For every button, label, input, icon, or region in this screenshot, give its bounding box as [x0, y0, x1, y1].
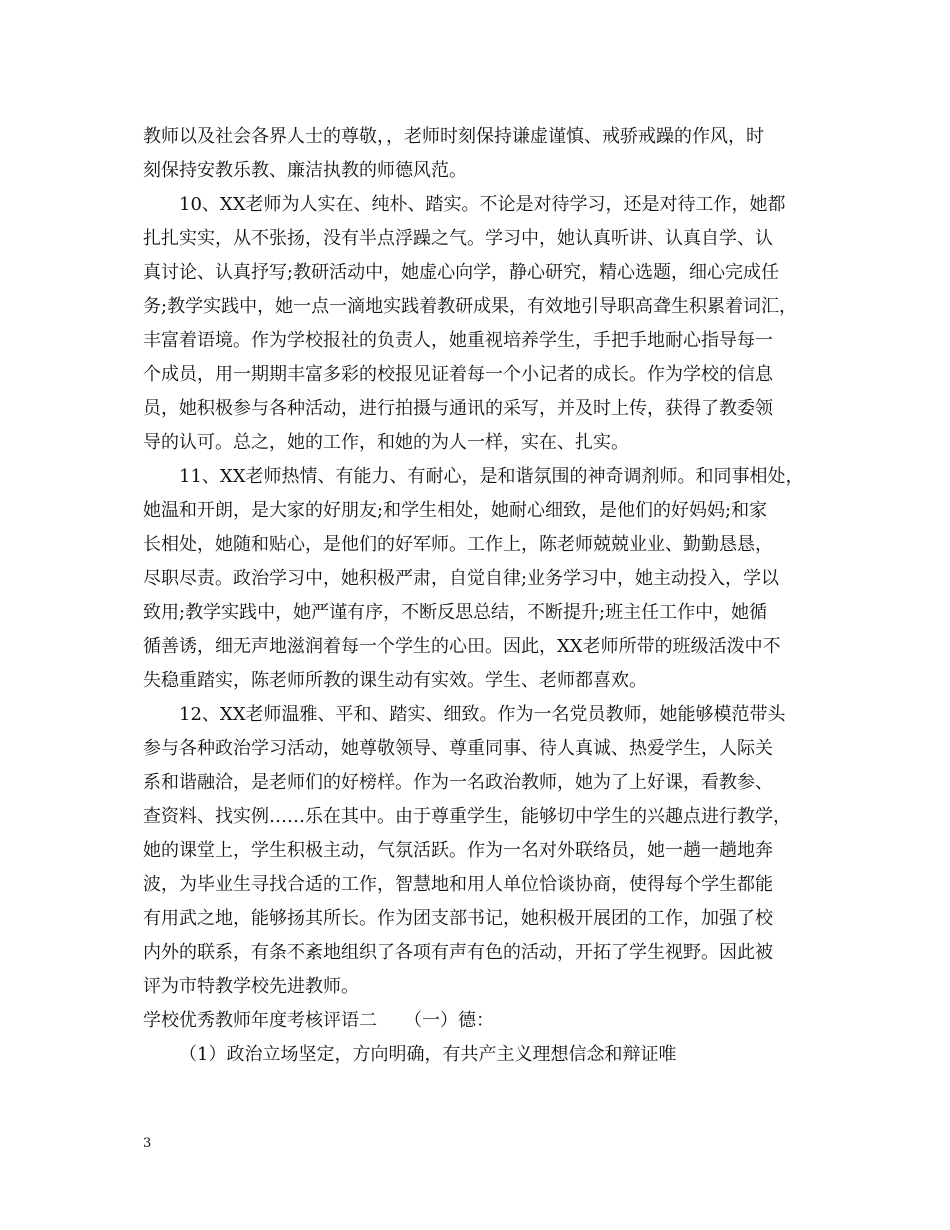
paragraph-12-start: 12、XX老师温雅、平和、踏实、细致。作为一名党员教师，她能够模范带头 — [179, 704, 786, 725]
text-line: 致用;教学实践中，她严谨有序，不断反思总结，不断提升;班主任工作中，她循 — [143, 602, 768, 623]
paragraph-10-start: 10、XX老师为人实在、纯朴、踏实。不论是对待学习，还是对待工作，她都 — [179, 194, 786, 215]
text-line: 她温和开朗，是大家的好朋友;和学生相处，她耐心细致，是他们的好妈妈;和家 — [143, 500, 768, 521]
paragraph-11-start: 11、XX老师热情、有能力、有耐心，是和谐氛围的神奇调剂师。和同事相处， — [179, 466, 804, 487]
text-line: 参与各种政治学习活动，她尊敬领导、尊重同事、待人真诚、热爱学生，人际关 — [143, 738, 773, 759]
text-line: 个成员，用一期期丰富多彩的校报见证着每一个小记者的成长。作为学校的信息 — [143, 364, 773, 385]
text-line: 丰富着语境。作为学校报社的负责人，她重视培养学生，手把手地耐心指导每一 — [143, 330, 773, 351]
document-body — [143, 120, 823, 1072]
text-line: 教师以及社会各界人士的尊敬，，老师时刻保持谦虚谨慎、戒骄戒躁的作风，时 — [143, 126, 764, 147]
section-item-1: （1）政治立场坚定，方向明确，有共产主义理想信念和辩证唯 — [179, 1044, 677, 1065]
text-line: 查资料、找实例……乐在其中。由于尊重学生，能够切中学生的兴趣点进行教学， — [143, 806, 791, 827]
text-line: 务;教学实践中，她一点一滴地实践着教研成果，有效地引导职高聋生积累着词汇， — [143, 296, 798, 317]
text-line: 扎扎实实，从不张扬，没有半点浮躁之气。学习中，她认真听讲、认真自学、认 — [143, 228, 773, 249]
text-line: 她的课堂上，学生积极主动，气氛活跃。作为一名对外联络员，她一趟一趟地奔 — [143, 840, 773, 861]
section-heading: 学校优秀教师年度考核评语二 （一）德： — [143, 1010, 494, 1031]
text-line: 失稳重踏实，陈老师所教的课生动有实效。学生、老师都喜欢。 — [143, 670, 647, 691]
text-line: 员，她积极参与各种活动，进行拍摄与通讯的采写，并及时上传，获得了教委领 — [143, 398, 773, 419]
page-number: 3 — [143, 1136, 152, 1151]
text-line: 长相处，她随和贴心，是他们的好军师。工作上，陈老师兢兢业业、勤勤恳恳， — [143, 534, 773, 555]
text-line: 导的认可。总之，她的工作，和她的为人一样，实在、扎实。 — [143, 432, 629, 453]
text-line: 波，为毕业生寻找合适的工作，智慧地和用人单位恰谈协商，使得每个学生都能 — [143, 874, 773, 895]
text-line: 尽职尽责。政治学习中，她积极严肃，自觉自律;业务学习中，她主动投入，学以 — [143, 568, 780, 589]
text-line: 真讨论、认真抒写;教研活动中，她虚心向学，静心研究，精心选题，细心完成任 — [143, 262, 780, 283]
text-line: 内外的联系，有条不紊地组织了各项有声有色的活动，开拓了学生视野。因此被 — [143, 942, 773, 963]
text-line: 系和谐融洽，是老师们的好榜样。作为一名政治教师，她为了上好课，看教参、 — [143, 772, 773, 793]
text-line: 有用武之地，能够扬其所长。作为团支部书记，她积极开展团的工作，加强了校 — [143, 908, 773, 929]
text-line: 刻保持安教乐教、廉洁执教的师德风范。 — [143, 160, 467, 181]
text-line: 循善诱，细无声地滋润着每一个学生的心田。因此，XX老师所带的班级活泼中不 — [143, 636, 781, 657]
text-line: 评为市特教学校先进教师。 — [143, 976, 359, 997]
